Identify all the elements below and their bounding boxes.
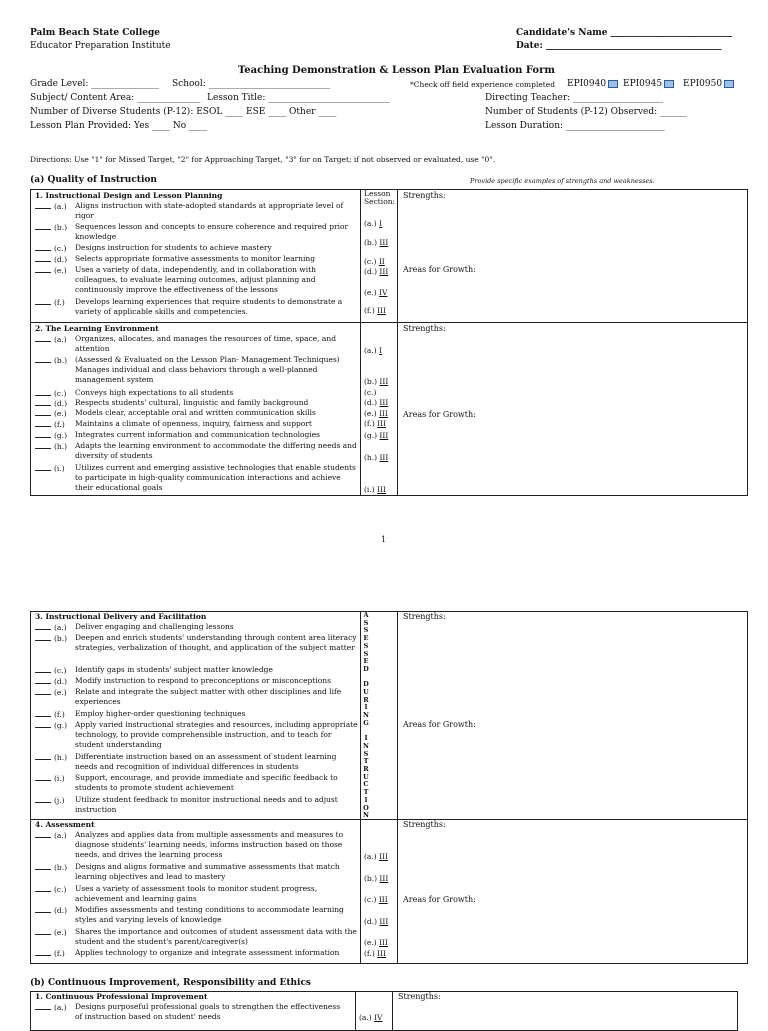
page-number: 1 xyxy=(381,535,387,544)
item-letter: (b.) xyxy=(54,356,68,365)
school-field[interactable]: School: ___________________________ xyxy=(172,79,331,89)
item-letter: (f.) xyxy=(54,420,65,429)
rubric-item xyxy=(35,265,360,294)
epi0950-checkbox[interactable] xyxy=(683,79,734,89)
score-blank[interactable] xyxy=(35,355,51,363)
item-text: Analyzes and applies data from multiple assessments and measures to diagnose students' learning needs, informs instruction based on those needs, and drives the learning process xyxy=(75,830,344,859)
item-letter: (g.) xyxy=(54,721,68,730)
score-blank[interactable] xyxy=(35,927,51,935)
rubric-item xyxy=(35,463,360,492)
item-letter: (a.) xyxy=(54,831,67,840)
item-text: Apply varied instructional strategies and resources, including appropriate technology, to provide comprehensible instruction, and to teach for student understanding xyxy=(75,720,358,749)
score-blank[interactable] xyxy=(35,265,51,273)
item-text: Employ higher-order questioning techniques xyxy=(75,709,246,718)
lesson-duration-field[interactable]: Lesson Duration: ______________________ xyxy=(485,121,665,131)
check-note: *Check off field experience completed xyxy=(410,80,556,89)
rubric-item xyxy=(35,884,360,903)
item-text: Modifies assessments and testing conditions to accommodate learning styles and varying levels of knowledge xyxy=(75,905,344,924)
rubric-item xyxy=(35,419,360,430)
item-letter: (b.) xyxy=(54,634,68,643)
item-text: Deliver engaging and challenging lessons xyxy=(75,622,234,631)
epi0945-label: EPI0945 xyxy=(623,79,663,89)
score-blank[interactable] xyxy=(35,334,51,342)
group3-strengths: Strengths: xyxy=(403,612,446,621)
item-letter: (a.) xyxy=(54,1003,67,1012)
group4-strengths: Strengths: xyxy=(403,820,446,829)
score-blank[interactable] xyxy=(35,720,51,728)
group5-title: 1. Continuous Professional Improvement xyxy=(35,992,208,1001)
item-text: Conveys high expectations to all students xyxy=(75,388,234,397)
item-letter: (f.) xyxy=(54,710,65,719)
item-letter: (d.) xyxy=(54,677,68,686)
lesson-section-ref: (f.) III xyxy=(364,949,387,958)
lesson-section-ref: (e.) III xyxy=(364,938,388,947)
lesson-section-ref: (e.) III xyxy=(364,409,388,418)
item-letter: (e.) xyxy=(54,409,67,418)
score-blank[interactable] xyxy=(35,201,51,209)
item-letter: (a.) xyxy=(54,623,67,632)
lesson-section-ref: (a.) I xyxy=(364,219,383,228)
rubric-item xyxy=(35,752,360,771)
item-letter: (d.) xyxy=(54,399,68,408)
item-text: Respects students' cultural, linguistic and family background xyxy=(75,398,309,407)
group1-title: 1. Instructional Design and Lesson Planning xyxy=(35,191,223,200)
group1-growth: Areas for Growth: xyxy=(403,265,476,274)
candidate-label: Candidate's Name ___________________________ xyxy=(516,28,733,38)
score-blank[interactable] xyxy=(35,862,51,870)
score-blank[interactable] xyxy=(35,254,51,262)
score-blank[interactable] xyxy=(35,622,51,630)
students-observed-field[interactable]: Number of Students (P-12) Observed: ______ xyxy=(485,107,688,117)
group3-growth: Areas for Growth: xyxy=(403,720,476,729)
checkbox-icon xyxy=(664,80,674,88)
item-letter: (j.) xyxy=(54,796,65,805)
lesson-section-ref: (b.) III xyxy=(364,238,389,247)
rubric-item xyxy=(35,1002,360,1021)
item-letter: (e.) xyxy=(54,928,67,937)
group2-title: 2. The Learning Environment xyxy=(35,324,159,333)
item-letter: (c.) xyxy=(54,885,67,894)
score-blank[interactable] xyxy=(35,1002,51,1010)
item-letter: (c.) xyxy=(54,244,67,253)
item-text: Designs instruction for students to achieve mastery xyxy=(75,243,272,252)
group5-strengths: Strengths: xyxy=(398,992,441,1001)
rubric-item xyxy=(35,687,360,706)
rubric-item xyxy=(35,430,360,441)
lesson-plan-provided-field[interactable]: Lesson Plan Provided: Yes ____ No ____ xyxy=(30,121,208,131)
rubric-item xyxy=(35,948,360,959)
item-letter: (f.) xyxy=(54,298,65,307)
item-text: Relate and integrate the subject matter with other disciplines and life experiences xyxy=(75,687,342,706)
lesson-section-ref: (a.) I xyxy=(364,346,383,355)
score-blank[interactable] xyxy=(35,687,51,695)
score-blank[interactable] xyxy=(35,388,51,396)
score-blank[interactable] xyxy=(35,398,51,406)
item-text: Models clear, acceptable oral and written communication skills xyxy=(75,408,316,417)
score-blank[interactable] xyxy=(35,795,51,803)
item-text: Applies technology to organize and integrate assessment information xyxy=(75,948,340,957)
rubric-item xyxy=(35,254,360,265)
directing-teacher-field[interactable]: Directing Teacher: ____________________ xyxy=(485,93,664,103)
rubric-item xyxy=(35,355,360,384)
lesson-title-field[interactable]: Lesson Title: ___________________________ xyxy=(207,93,390,103)
rubric-item xyxy=(35,862,360,881)
score-blank[interactable] xyxy=(35,430,51,438)
rubric-item xyxy=(35,334,360,353)
checkbox-icon xyxy=(608,80,618,88)
rubric-item xyxy=(35,709,360,720)
subject-field[interactable]: Subject/ Content Area: ______________ xyxy=(30,93,201,103)
item-text: Integrates current information and communication technologies xyxy=(75,430,321,439)
lesson-section-ref: (b.) III xyxy=(364,377,389,386)
score-blank[interactable] xyxy=(35,752,51,760)
item-letter: (b.) xyxy=(54,223,68,232)
item-letter: (i.) xyxy=(54,774,65,783)
item-text: Utilize student feedback to monitor instructional needs and to adjust instruction xyxy=(75,795,338,814)
institute-name: Educator Preparation Institute xyxy=(30,41,171,51)
lesson-section-ref: (h.) III xyxy=(364,453,389,462)
item-text: Selects appropriate formative assessments to monitor learning xyxy=(75,254,316,263)
assessed-during-instruction-label: A S S E S S E D D U R I N G I N S T R U C T I O N xyxy=(363,611,369,820)
score-blank[interactable] xyxy=(35,676,51,684)
lesson-section-header: Lesson Section: xyxy=(364,189,396,206)
item-letter: (d.) xyxy=(54,255,68,264)
section-b-heading: (b) Continuous Improvement, Responsibility and Ethics xyxy=(30,978,311,988)
group4-growth: Areas for Growth: xyxy=(403,895,476,904)
lesson-section-ref: (f.) III xyxy=(364,306,387,315)
score-blank[interactable] xyxy=(35,297,51,305)
rubric-item xyxy=(35,408,360,419)
item-text: Deepen and enrich students' understanding through content area literacy strategies, verbalization of thought, and application of the subject matter xyxy=(75,633,357,652)
score-blank[interactable] xyxy=(35,243,51,251)
group2-growth: Areas for Growth: xyxy=(403,410,476,419)
item-text: Identify gaps in students' subject matter knowledge xyxy=(75,665,273,674)
item-text: Uses a variety of data, independently, and in collaboration with colleagues, to evaluate learning outcomes, adjust planning and continuously improve the effectiveness of the lessons xyxy=(75,265,316,294)
provide-note: Provide specific examples of strengths and weaknesses. xyxy=(470,177,655,185)
rubric-item xyxy=(35,905,360,924)
item-text: (Assessed & Evaluated on the Lesson Plan- Management Techniques) Manages individual and class behaviors through a well-planned management system xyxy=(75,355,340,384)
item-text: Sequences lesson and concepts to ensure coherence and required prior knowledge xyxy=(75,222,349,241)
epi0950-label: EPI0950 xyxy=(683,79,723,89)
lesson-section-ref: (c.) III xyxy=(364,895,388,904)
rubric-item xyxy=(35,297,360,316)
candidate-name-field[interactable] xyxy=(516,28,732,38)
date-label: Date: _______________________________________ xyxy=(516,41,722,51)
item-letter: (e.) xyxy=(54,688,67,697)
score-blank[interactable] xyxy=(35,441,51,449)
checkbox-icon xyxy=(724,80,734,88)
item-text: Modify instruction to respond to preconceptions or misconceptions xyxy=(75,676,331,685)
item-letter: (g.) xyxy=(54,431,68,440)
lesson-section-ref: (c.) II xyxy=(364,257,385,266)
item-text: Shares the importance and outcomes of student assessment data with the student and the student's parent/caregiver(s) xyxy=(75,927,357,946)
item-text: Maintains a climate of openness, inquiry, fairness and support xyxy=(75,419,312,428)
lesson-section-ref: (d.) III xyxy=(364,917,389,926)
group2-strengths: Strengths: xyxy=(403,324,446,333)
item-text: Utilizes current and emerging assistive technologies that enable students to participate in high-quality communication interactions and achieve their educational goals xyxy=(75,463,356,492)
lesson-section-ref: (g.) III xyxy=(364,431,389,440)
directions: Directions: Use "1" for Missed Target, "2" for Approaching Target, "3" for on Target; if not observed or evaluated, use "0". xyxy=(30,155,496,164)
item-letter: (c.) xyxy=(54,389,67,398)
lesson-section-ref: (d.) III xyxy=(364,398,389,407)
group1-strengths: Strengths: xyxy=(403,191,446,200)
score-blank[interactable] xyxy=(35,948,51,956)
item-text: Uses a variety of assessment tools to monitor student progress, achievement and learning gains xyxy=(75,884,318,903)
rubric-item xyxy=(35,201,360,220)
lesson-section-ref: (d.) III xyxy=(364,267,389,276)
score-blank[interactable] xyxy=(35,633,51,641)
rubric-item xyxy=(35,222,360,241)
section-a-heading: (a) Quality of Instruction xyxy=(30,175,157,185)
score-blank[interactable] xyxy=(35,709,51,717)
diverse-students-field[interactable]: Number of Diverse Students (P-12): ESOL ____ ESE ____ Other ____ xyxy=(30,107,337,117)
lesson-section-ref: (f.) III xyxy=(364,419,387,428)
score-blank[interactable] xyxy=(35,408,51,416)
item-letter: (e.) xyxy=(54,266,67,275)
epi0945-checkbox[interactable] xyxy=(623,79,674,89)
item-letter: (i.) xyxy=(54,464,65,473)
item-letter: (a.) xyxy=(54,335,67,344)
item-text: Develops learning experiences that require students to demonstrate a variety of applicable skills and competencies. xyxy=(75,297,343,316)
item-text: Support, encourage, and provide immediate and specific feedback to students to promote student achievement xyxy=(75,773,338,792)
lesson-section-ref: (c.) xyxy=(364,388,377,397)
score-blank[interactable] xyxy=(35,463,51,471)
score-blank[interactable] xyxy=(35,884,51,892)
lesson-section-ref: (b.) III xyxy=(364,874,389,883)
date-field[interactable] xyxy=(516,41,721,51)
score-blank[interactable] xyxy=(35,773,51,781)
college-name: Palm Beach State College xyxy=(30,28,161,38)
item-text: Differentiate instruction based on an assessment of student learning needs and recognition of individual differences in students xyxy=(75,752,337,771)
rubric-item xyxy=(35,676,360,687)
rubric-item xyxy=(35,441,360,460)
score-blank[interactable] xyxy=(35,665,51,673)
item-letter: (d.) xyxy=(54,906,68,915)
score-blank[interactable] xyxy=(35,419,51,427)
rubric-item xyxy=(35,243,360,254)
item-text: Organizes, allocates, and manages the resources of time, space, and attention xyxy=(75,334,336,353)
item-letter: (a.) xyxy=(54,202,67,211)
epi0940-checkbox[interactable] xyxy=(567,79,618,89)
rubric-item xyxy=(35,633,360,652)
item-letter: (c.) xyxy=(54,666,67,675)
score-blank[interactable] xyxy=(35,222,51,230)
lesson-section-ref: (a.) III xyxy=(364,852,388,861)
item-letter: (b.) xyxy=(54,863,68,872)
rubric-item xyxy=(35,795,360,814)
score-blank[interactable] xyxy=(35,905,51,913)
epi0940-label: EPI0940 xyxy=(567,79,607,89)
rubric-item xyxy=(35,830,360,859)
lesson-section-ref: (e.) IV xyxy=(364,288,388,297)
form-title: Teaching Demonstration & Lesson Plan Evaluation Form xyxy=(238,65,555,76)
rubric-item xyxy=(35,665,360,676)
grade-level-field[interactable]: Grade Level: _______________ xyxy=(30,79,159,89)
item-text: Designs purposeful professional goals to strengthen the effectiveness of instruction based on student' needs xyxy=(75,1002,341,1021)
rubric-item xyxy=(35,720,360,749)
item-letter: (h.) xyxy=(54,753,68,762)
item-text: Aligns instruction with state-adopted standards at appropriate level of rigor xyxy=(75,201,344,220)
group4-title: 4. Assessment xyxy=(35,820,95,829)
lesson-section-ref: (i.) III xyxy=(364,485,386,494)
item-text: Adapts the learning environment to accommodate the differing needs and diversity of students xyxy=(75,441,357,460)
group3-title: 3. Instructional Delivery and Facilitation xyxy=(35,612,207,621)
rubric-item xyxy=(35,622,360,633)
item-text: Designs and aligns formative and summative assessments that match learning objectives and lead to mastery xyxy=(75,862,340,881)
lesson-section-ref: (a.) IV xyxy=(359,1013,383,1022)
item-letter: (f.) xyxy=(54,949,65,958)
rubric-item xyxy=(35,927,360,946)
rubric-item xyxy=(35,773,360,792)
score-blank[interactable] xyxy=(35,830,51,838)
item-letter: (h.) xyxy=(54,442,68,451)
